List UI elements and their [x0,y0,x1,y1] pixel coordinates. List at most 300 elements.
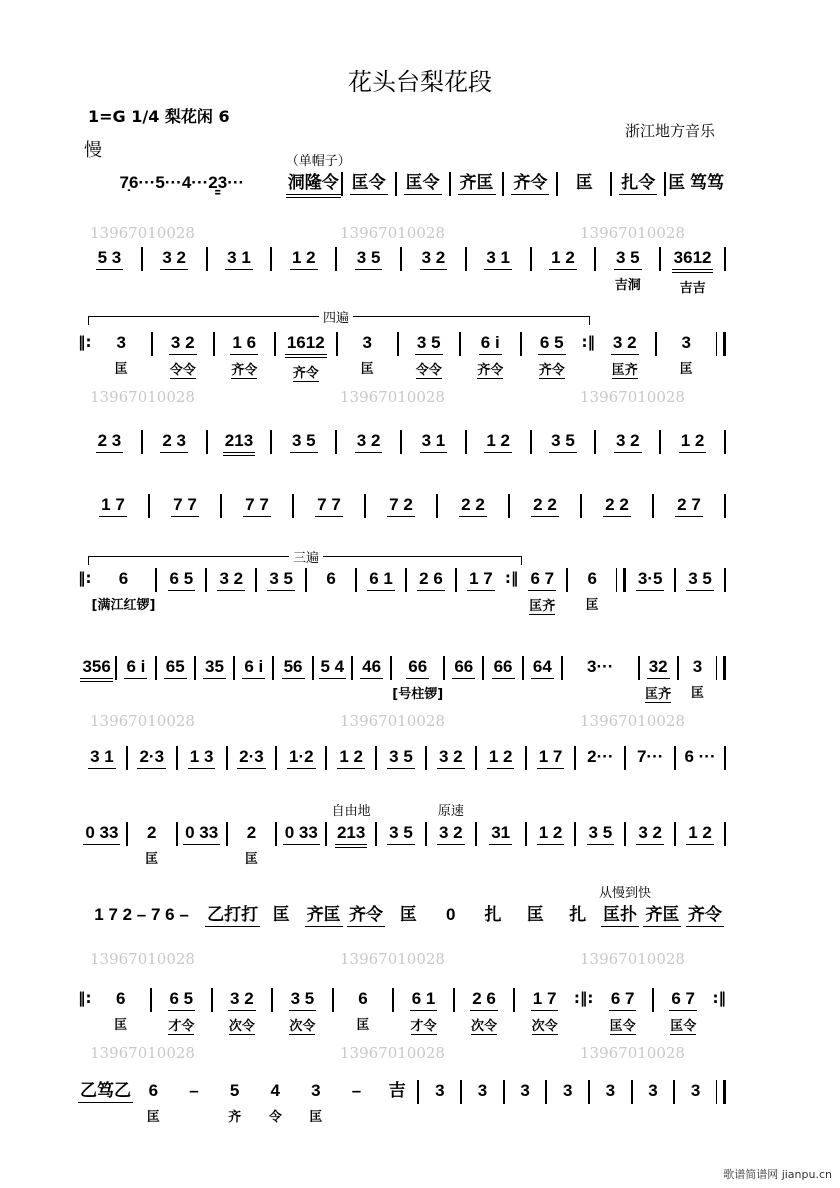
percussion-text [394,1017,453,1037]
percussion-text [676,851,724,871]
notes: 6 [118,569,129,588]
percussion-text [157,597,205,617]
measure [272,247,335,296]
percussion-text [626,851,674,871]
measure [296,1080,337,1128]
repeat-sign: :‖: [573,989,594,1007]
notes: 洞隆令 [286,172,341,198]
lyric: 齐令 [538,363,565,378]
notes: 1 6 [230,332,258,355]
percussion-text [150,523,220,543]
measure [626,568,674,617]
notes: 2 3 [96,430,124,453]
measure [343,172,395,221]
percussion-text [207,597,255,617]
percussion-text [257,597,305,617]
measure [462,1080,503,1128]
annotation: 原速 [437,804,464,819]
notes: 匡 [399,905,417,924]
notes: 2··· [587,747,614,766]
notes: 66 [452,656,475,679]
notes: 3 5 [614,247,642,270]
notes: 扎 [569,905,587,924]
notes: 3 [116,333,126,352]
notes: 3 2 [169,332,197,355]
percussion-text [387,932,429,952]
score-line [78,247,726,299]
repeat-sign: ‖: [78,989,92,1007]
lyric: 匡 [309,1110,323,1125]
percussion-text [657,360,717,380]
notes: 3 5 [587,822,615,845]
lyric: 齐 [228,1110,242,1125]
percussion-text [157,685,194,705]
measure [399,332,459,381]
measure [626,746,674,794]
notes: 1 7 [99,494,127,517]
measure [527,746,575,795]
measure [235,656,272,705]
percussion-text [377,1108,418,1128]
percussion-text [296,1108,337,1128]
notes: 齐令 [347,904,385,927]
measure [461,332,521,381]
measure [666,172,726,220]
measure [78,1080,133,1129]
notes: 扎 [484,905,502,924]
notes: 3 1 [484,247,512,270]
measure [514,904,556,952]
percussion-text [661,459,724,479]
percussion-text [294,523,364,543]
notes: 3 [477,1081,488,1100]
measure [576,822,624,871]
percussion-text [524,685,561,705]
percussion-text [272,459,335,479]
percussion-text [399,361,459,381]
notes: 3 2 [355,430,383,453]
measure [92,332,152,380]
percussion-text [78,459,141,479]
notes: 6 1 [367,568,395,591]
percussion-text [366,523,436,543]
percussion-text [505,1108,546,1128]
notes: 匡 笃笃 [668,173,724,192]
percussion-text [654,1017,713,1037]
measure [92,988,151,1036]
measure [78,822,126,871]
measure [178,822,226,871]
percussion-text [462,1108,503,1128]
watermark: 13967010028 [90,950,195,968]
lyric: 次令 [228,1019,255,1034]
notes: 1 2 [686,822,714,845]
percussion-text [596,459,659,479]
lyric: 匡 [114,362,128,377]
notes: 1612 [285,332,327,358]
measure [353,656,390,705]
lyric: 匡齐 [529,599,556,614]
score-title: 花头台梨花段 [348,68,492,96]
measure [387,904,429,952]
notes: 齐令 [511,172,549,195]
notes: 3 [435,1081,445,1100]
lyric: 次令 [531,1019,558,1034]
percussion-text [78,932,205,952]
percussion-text [455,1017,514,1037]
measure [510,494,580,543]
percussion-text [78,523,148,543]
percussion-text [633,1108,674,1128]
percussion-text [337,276,400,296]
percussion-text [684,933,726,953]
percussion-text [196,685,233,705]
watermark: 13967010028 [580,950,685,968]
percussion-text [277,851,325,871]
measure [504,172,556,221]
notes: 65 [164,656,187,679]
notes: 齐令 [686,904,724,927]
notes: 66 [406,656,429,679]
measure [654,988,713,1037]
site-footer: 歌谱简谱网 jianpu.cn [723,1168,832,1181]
percussion-text [666,200,726,220]
percussion-text [343,201,395,221]
percussion-text [527,851,575,871]
notes: 齐匡 [305,904,343,927]
notes: 3 2 [217,568,245,591]
notes: 匡 [526,905,544,924]
measure [314,656,351,705]
measure [272,430,335,479]
percussion-text [327,775,375,795]
score-line [78,332,726,384]
measure [527,822,575,871]
volta-bracket [88,311,590,326]
notes: 3 [311,1081,321,1100]
measure [78,746,126,795]
measure [593,988,652,1037]
lyric: 匡齐 [611,363,638,378]
measure [207,568,255,617]
annotation: 自由地 [331,804,371,819]
notes: 3 5 [387,822,415,845]
measure [214,1080,255,1128]
percussion-text [626,597,674,617]
measure [357,568,405,617]
notes: 3 5 [289,988,317,1011]
measure [596,247,659,296]
repeat-sign: :‖ [712,989,726,1007]
percussion-text [92,1016,151,1036]
percussion-text [676,597,724,617]
notes: 1 7 [467,568,495,591]
notes: 3 2 [228,988,256,1011]
watermark: 13967010028 [340,950,445,968]
percussion-text [427,851,475,871]
notes: 7 2 [387,494,415,517]
percussion-text [178,851,226,871]
notes: 匡令 [350,172,388,195]
barline [724,822,726,846]
percussion-text [640,685,677,705]
percussion-text [661,279,724,299]
measure [78,247,141,296]
measure [626,822,674,871]
notes: 213 [223,430,255,456]
lyric: 匡 [244,852,258,867]
notes: 1 2 [290,247,318,270]
notes: 2 3 [160,430,188,453]
measure [133,1080,174,1128]
annotation: 从慢到快 [598,886,651,901]
measure [336,1080,377,1128]
percussion-text [563,684,638,704]
notes: 66 [492,656,515,679]
measure [676,746,724,794]
notes: 匡 [272,905,290,924]
measure [419,1080,460,1128]
measure [213,988,272,1037]
watermark: 13967010028 [580,224,685,242]
percussion-text [78,276,141,296]
percussion-text [178,775,226,795]
percussion-text [276,364,336,384]
measure [277,746,325,795]
percussion-text [457,597,505,617]
measure [255,1080,296,1128]
notes: 2 2 [603,494,631,517]
score-line [78,154,726,224]
measure [477,822,525,871]
lyric: 吉吉 [679,281,706,296]
notes: 1 2 [549,247,577,270]
percussion-text [213,1017,272,1037]
watermark: 13967010028 [580,1044,685,1062]
notes: 1 2 [537,822,565,845]
final-barline [716,656,726,680]
notes: 3 2 [437,822,465,845]
notes: 7 7 [315,494,343,517]
percussion-text [515,1017,574,1037]
measure [196,656,233,705]
percussion-text [397,201,449,221]
measure [150,494,220,543]
notes: 2 2 [459,494,487,517]
final-barline [716,332,726,356]
watermark: 13967010028 [340,1044,445,1062]
annotation: （单帽子） [285,154,351,169]
notes: 3 5 [415,332,443,355]
notes: 齐匡 [458,172,496,195]
measure [596,430,659,479]
notes: 1 7 [537,746,565,769]
notes: 1 2 [337,746,365,769]
notes: 6 7 [528,568,556,591]
lyric: 匡 [585,598,599,613]
measure [532,247,595,296]
notes: 匡扑 [601,904,639,927]
percussion-text [228,850,276,870]
watermark: 13967010028 [340,224,445,242]
notes: 1 2 [679,430,707,453]
percussion-text [484,685,521,705]
measure [377,746,425,795]
percussion-text [527,775,575,795]
measure [178,746,226,795]
measure [78,904,205,952]
measure [143,247,206,296]
score-line [78,494,726,543]
score-line [78,988,726,1037]
measure [334,988,393,1036]
notes: – [189,1081,199,1100]
lyric: 令 [268,1110,282,1125]
measure [563,656,638,704]
percussion-text [286,204,341,224]
measure [215,332,275,381]
key-signature: 1=G 1/4 梨花闲 6 [88,107,230,126]
measure [457,568,505,617]
percussion-text [260,932,302,952]
watermark: 13967010028 [90,388,195,406]
notes: 匡令 [404,172,442,195]
percussion-text [277,775,325,795]
lyric: [满江红锣] [91,598,156,613]
percussion-text [143,276,206,296]
measure [174,1080,215,1128]
measure [228,746,276,795]
final-barline [616,568,626,592]
percussion-text [336,1108,377,1128]
measure [590,1080,631,1128]
measure [327,746,375,795]
measure [612,172,664,221]
measure [676,568,724,617]
measure [654,494,724,543]
measure [676,822,724,871]
percussion-text [92,360,152,380]
notes: 35 [203,656,226,679]
notes: 3 5 [549,430,577,453]
percussion-text [654,523,724,543]
barline [724,746,726,770]
volta-bracket [88,551,522,566]
notes: 6 5 [168,988,196,1011]
notes: 3 2 [636,822,664,845]
percussion-text [128,775,176,795]
measure [273,988,332,1037]
measure [302,904,344,953]
percussion-text [327,854,375,874]
measure [307,568,355,616]
percussion-text [353,685,390,705]
percussion-text [593,1017,652,1037]
measure [568,568,616,616]
percussion-text [302,933,344,953]
percussion-text [522,361,582,381]
measure [327,804,375,874]
notes: 3 5 [686,568,714,591]
lyric: 匡令 [609,1019,636,1034]
measure [558,172,610,220]
notes: 6 [326,569,336,588]
percussion-text [338,360,398,380]
percussion-text [208,276,271,296]
notes: 3·5 [636,568,665,591]
measure [582,494,652,543]
score-line [78,656,726,708]
lyric: 匡 [145,852,159,867]
measure [598,886,651,953]
percussion-text [518,597,566,617]
lyric: 才令 [168,1019,195,1034]
score-line [78,430,726,482]
measure [595,332,655,381]
percussion-text [427,775,475,795]
measure [484,656,521,705]
measure [402,430,465,479]
measure [377,822,425,871]
notes: 1·2 [287,746,316,769]
measure [402,247,465,296]
notes: 6 [358,989,368,1008]
notes: 46 [360,656,383,679]
notes: 3 [692,657,703,676]
notes: 1 2 [484,430,512,453]
percussion-text [78,851,126,871]
percussion-text [532,276,595,296]
percussion-text [445,685,482,705]
percussion-text [547,1108,588,1128]
measure [505,1080,546,1128]
measure [257,568,305,617]
notes: 1 7 2 – 7 6 – [94,905,189,924]
lyric: 齐令 [231,363,258,378]
notes: 0 33 [183,822,220,845]
notes: 56 [282,656,305,679]
percussion-text [377,775,425,795]
measure [679,656,716,704]
measure [208,247,271,296]
notes: 3 5 [387,746,415,769]
notes: 2 2 [531,494,559,517]
barline [724,430,726,454]
percussion-text [273,1017,332,1037]
notes: 7̣6···5···4···2̳3··· [119,173,245,192]
notes: 3 5 [267,568,295,591]
volta-label: 四遍 [319,307,353,326]
lyric: 匡 [356,1018,370,1033]
measure [274,656,311,705]
measure [455,988,514,1037]
percussion-text [532,459,595,479]
notes: 4 [270,1081,280,1100]
source-label: 浙江地方音乐 [625,122,716,140]
notes: 213 [335,822,367,848]
percussion-text [612,201,664,221]
percussion-text [477,851,525,871]
lyric: 匡 [679,362,693,377]
measure [427,746,475,795]
notes: 3 1 [225,247,253,270]
measure [277,822,325,871]
measure [467,430,530,479]
lyric: 匡 [114,1018,128,1033]
lyric: 匡 [146,1110,160,1125]
measure [451,172,503,221]
measure [337,247,400,296]
